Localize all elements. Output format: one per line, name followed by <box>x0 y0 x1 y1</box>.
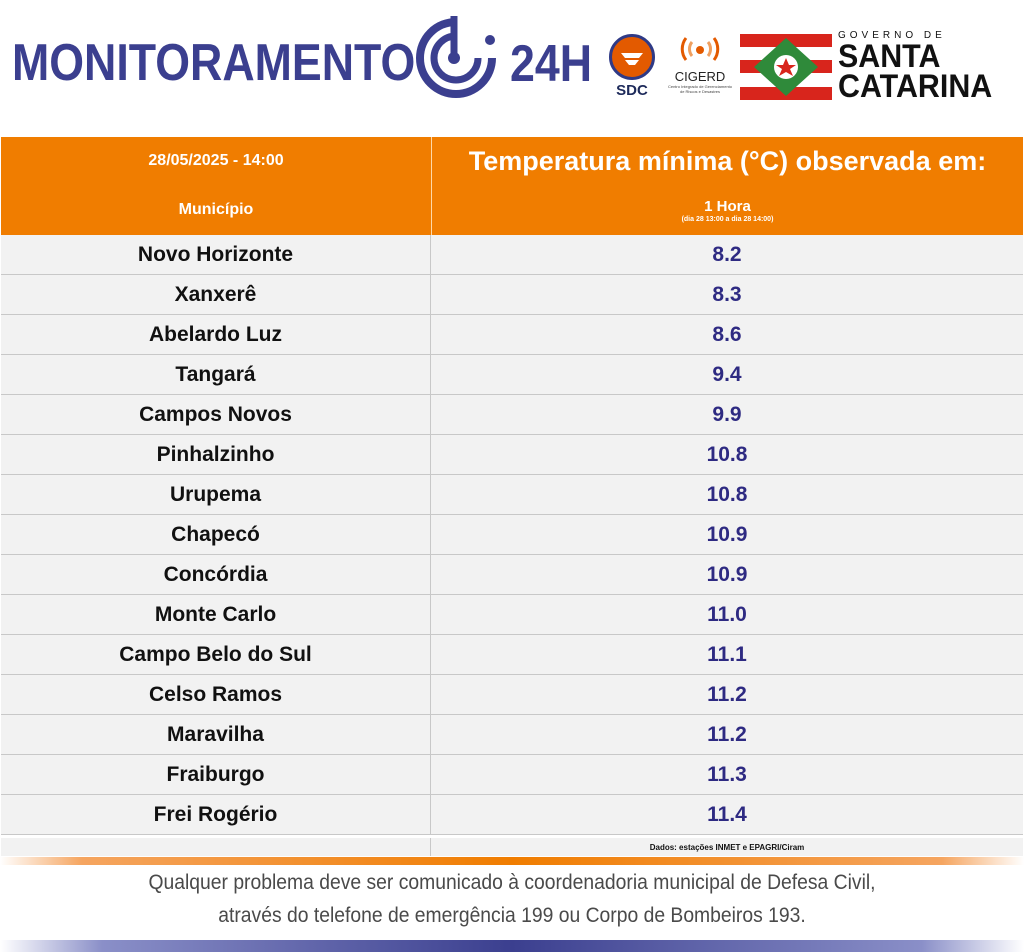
footer-line-1: Qualquer problema deve ser comunicado à coordenadoria municipal de Defesa Civil, <box>148 871 876 894</box>
temperature-cell: 10.8 <box>706 442 748 466</box>
power-signal-icon <box>408 10 504 106</box>
temperature-cell: 8.6 <box>712 322 742 346</box>
footer <box>0 866 1024 942</box>
temperature-cell: 11.2 <box>707 722 747 746</box>
municipio-cell: Campo Belo do Sul <box>1 635 431 674</box>
table-row <box>1 635 1023 675</box>
column-header-municipio: Município <box>1 185 432 235</box>
temperature-cell: 11.0 <box>707 602 747 626</box>
municipio-cell: Novo Horizonte <box>1 235 431 274</box>
table-row <box>1 315 1023 355</box>
header <box>0 0 1024 137</box>
municipio-cell: Concórdia <box>1 555 431 594</box>
municipio-cell: Campos Novos <box>1 395 431 434</box>
cigerd-subtitle: Centro Integrado de Gerenciamento de Riscos e Desastres <box>667 84 733 94</box>
santa-catarina-flag-icon <box>740 34 832 100</box>
municipio-cell: Frei Rogério <box>1 795 431 834</box>
municipio-cell: Fraiburgo <box>1 755 431 794</box>
temperature-cell: 11.4 <box>707 802 747 826</box>
period-label: 1 Hora <box>704 197 751 215</box>
cigerd-label: CIGERD <box>674 69 726 84</box>
temperature-cell: 11.2 <box>707 682 747 706</box>
municipio-cell: Abelardo Luz <box>1 315 431 354</box>
table-row <box>1 395 1023 435</box>
table-row <box>1 515 1023 555</box>
temperature-cell: 11.3 <box>707 762 747 786</box>
footer-line-2: através do telefone de emergência 199 ou Corpo de Bombeiros 193. <box>218 904 806 927</box>
gov-line-2: CATARINA <box>838 68 993 104</box>
table-row <box>1 235 1023 275</box>
orange-divider <box>0 857 1024 865</box>
blue-divider <box>0 940 1024 952</box>
temperature-cell: 8.3 <box>712 282 742 306</box>
table-header-row-1 <box>1 137 1023 185</box>
temperature-cell: 8.2 <box>712 242 742 266</box>
report-datetime: 28/05/2025 - 14:00 <box>1 137 432 185</box>
table-row <box>1 675 1023 715</box>
cigerd-logo <box>666 34 734 104</box>
temperature-cell: 10.8 <box>706 482 748 506</box>
column-header-period <box>432 185 1023 235</box>
table-row <box>1 555 1023 595</box>
data-source-note: Dados: estações INMET e EPAGRI/Ciram <box>649 842 805 852</box>
municipio-cell: Maravilha <box>1 715 431 754</box>
municipio-cell: Celso Ramos <box>1 675 431 714</box>
cigerd-signal-icon <box>680 34 720 64</box>
municipio-cell: Chapecó <box>1 515 431 554</box>
gov-small-text: GOVERNO DE <box>838 30 946 41</box>
municipio-cell: Urupema <box>1 475 431 514</box>
temperature-cell: 11.1 <box>707 642 747 666</box>
table-title: Temperatura mínima (°C) observada em: <box>468 145 987 176</box>
temperature-cell: 9.4 <box>712 362 742 386</box>
brand-24h: 24H <box>510 35 593 93</box>
gov-line-1: SANTA <box>838 38 941 74</box>
table-row <box>1 715 1023 755</box>
sdc-label: SDC <box>616 82 648 99</box>
table-row <box>1 475 1023 515</box>
table-row <box>1 595 1023 635</box>
table-header-row-2 <box>1 185 1023 235</box>
table-row <box>1 755 1023 795</box>
table-row <box>1 275 1023 315</box>
period-range: (dia 28 13:00 a dia 28 14:00) <box>681 215 774 223</box>
table-row <box>1 355 1023 395</box>
source-row <box>1 838 1023 856</box>
temperature-cell: 10.9 <box>706 562 748 586</box>
sdc-logo <box>606 34 658 104</box>
municipio-cell: Pinhalzinho <box>1 435 431 474</box>
table-row <box>1 435 1023 475</box>
brand-title: MONITORAMENTO <box>12 34 416 92</box>
municipio-cell: Xanxerê <box>1 275 431 314</box>
municipio-cell: Monte Carlo <box>1 595 431 634</box>
temperature-cell: 10.9 <box>706 522 748 546</box>
brand <box>12 28 593 98</box>
temperature-cell: 9.9 <box>712 402 742 426</box>
municipio-cell: Tangará <box>1 355 431 394</box>
sdc-emblem-icon <box>609 34 655 80</box>
source-empty-cell <box>1 838 431 856</box>
table-body <box>1 235 1023 835</box>
government-logo <box>838 30 1000 104</box>
table-row <box>1 795 1023 835</box>
